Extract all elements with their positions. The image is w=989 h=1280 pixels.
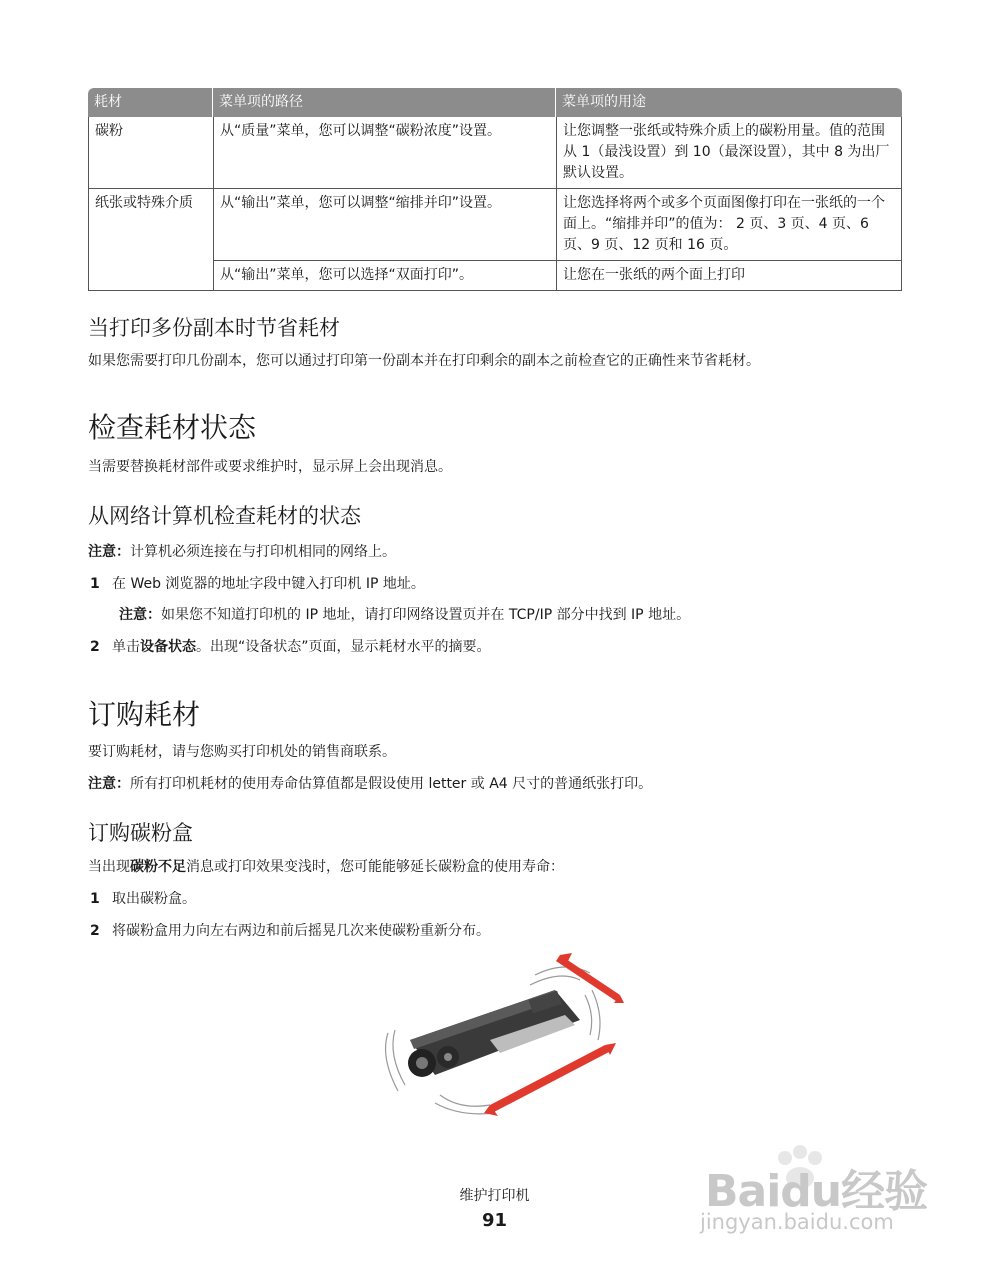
intro-bold: 碳粉不足: [130, 859, 186, 875]
section-heading-network: 从网络计算机检查耗材的状态: [88, 504, 361, 528]
table-header-row: [88, 88, 902, 117]
step-item: [90, 920, 490, 940]
note-network: [88, 541, 396, 561]
table-cell-use: 让您调整一张纸或特殊介质上的碳粉用量。值的范围从 1（最浅设置）到 10（最深设置），其中 8 为出厂默认设置。: [556, 117, 902, 189]
section-heading-check-status: 检查耗材状态: [88, 411, 257, 444]
note-label: 注意：: [88, 544, 130, 560]
note-order: [88, 773, 652, 793]
section-heading-order: 订购耗材: [88, 698, 201, 731]
table-header-cell: 耗材: [88, 88, 213, 117]
paragraph-toner-intro: [88, 856, 564, 876]
step-note: [119, 604, 690, 624]
step-text: 在 Web 浏览器的地址字段中键入打印机 IP 地址。: [112, 576, 425, 592]
table-row: [88, 117, 902, 189]
paragraph-copies: 如果您需要打印几份副本，您可以通过打印第一份副本并在打印剩余的副本之前检查它的正确性来节省耗材。: [88, 353, 760, 369]
note-text: 如果您不知道打印机的 IP 地址，请打印网络设置页并在 TCP/IP 部分中找到 IP 地址。: [161, 607, 691, 623]
footer-chapter-title: 维护打印机: [459, 1188, 530, 1204]
step-item: [90, 888, 196, 908]
note-text: 所有打印机耗材的使用寿命估算值都是假设使用 letter 或 A4 尺寸的普通纸张打印。: [130, 776, 653, 792]
section-heading-copies: 当打印多份副本时节省耗材: [88, 316, 340, 340]
step-item: [90, 573, 425, 593]
step-number: 2: [90, 639, 100, 655]
table-row: [88, 189, 902, 261]
table-cell-path: 从“输出”菜单，您可以调整“缩排并印”设置。: [213, 189, 556, 261]
section-heading-toner: 订购碳粉盒: [88, 821, 193, 845]
note-text: 计算机必须连接在与打印机相同的网络上。: [130, 544, 396, 560]
supplies-table: [88, 88, 902, 291]
intro-pre: 当出现: [88, 859, 130, 875]
paragraph-check-status: 当需要替换耗材部件或要求维护时，显示屏上会出现消息。: [88, 459, 452, 475]
table-cell-path: 从“质量”菜单，您可以调整“碳粉浓度”设置。: [213, 117, 556, 189]
table-cell-use: 让您在一张纸的两个面上打印: [556, 261, 902, 291]
table-cell-supply: 纸张或特殊介质: [88, 189, 213, 291]
toner-cartridge: [408, 990, 580, 1077]
note-label: 注意：: [88, 776, 130, 792]
watermark-brand: Baidu经验: [705, 1166, 928, 1217]
step-text-pre: 单击: [112, 639, 140, 655]
page-number: 91: [481, 1210, 508, 1231]
step-number: 2: [90, 923, 100, 939]
watermark-url: jingyan.baidu.com: [700, 1210, 894, 1234]
table-header-cell: 菜单项的路径: [213, 88, 556, 117]
step-text-bold: 设备状态: [140, 639, 196, 655]
table-cell-supply: 碳粉: [88, 117, 213, 189]
table-cell-use: 让您选择将两个或多个页面图像打印在一张纸的一个面上。“缩排并印”的值为： 2 页、3 页、4 页、6 页、9 页、12 页和 16 页。: [556, 189, 902, 261]
step-text-post: 。出现“设备状态”页面，显示耗材水平的摘要。: [196, 639, 491, 655]
note-label: 注意：: [119, 607, 161, 623]
toner-shake-illustration: [380, 945, 630, 1120]
paragraph-order: 要订购耗材，请与您购买打印机处的销售商联系。: [88, 744, 396, 760]
step-number: 1: [90, 576, 100, 592]
table-cell-path: 从“输出”菜单，您可以选择“双面打印”。: [213, 261, 556, 291]
intro-post: 消息或打印效果变浅时，您可能能够延长碳粉盒的使用寿命：: [186, 859, 564, 875]
step-item: [90, 636, 491, 656]
step-text: 将碳粉盒用力向左右两边和前后摇晃几次来使碳粉重新分布。: [112, 923, 490, 939]
step-number: 1: [90, 891, 100, 907]
step-text: 取出碳粉盒。: [112, 891, 196, 907]
table-header-cell: 菜单项的用途: [556, 88, 902, 117]
